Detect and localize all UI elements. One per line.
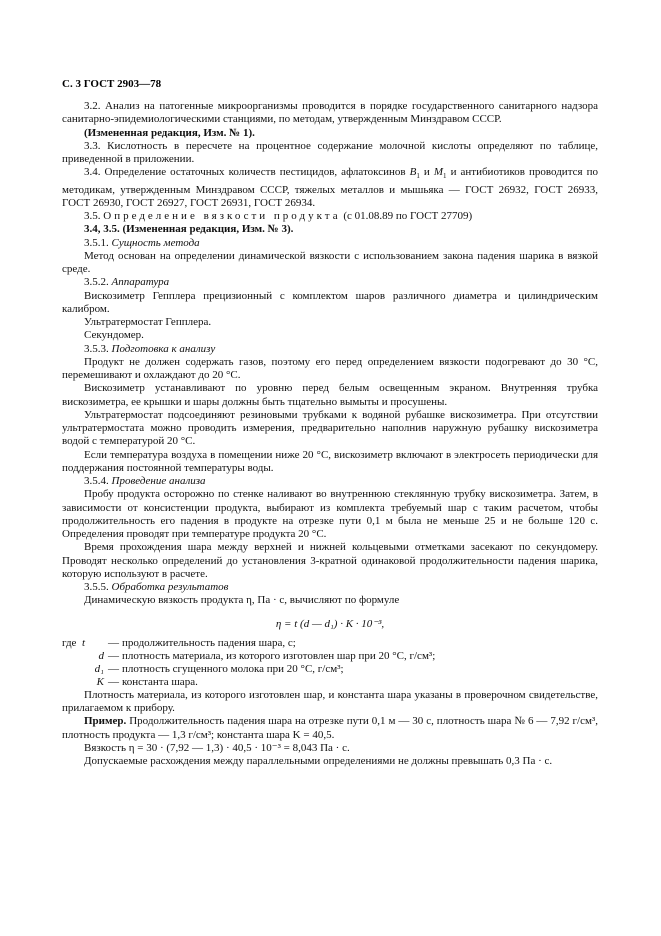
para-3-5-number: 3.5. [84, 210, 104, 223]
formula-definitions [62, 637, 598, 689]
section-title: Обработка результатов [111, 581, 229, 594]
para-ultrathermostat: Ультратермостат Гепплера. [84, 316, 212, 329]
para-3-5-note: (с 01.08.89 по ГОСТ 27709) [340, 210, 473, 223]
para-prep-2: Вискозиметр устанавливают по уровню перед белым освещенным экраном. Внутренняя трубка вискозиметра, ее крышки и шары должны быть тщательно вымыты и просушены. [62, 382, 598, 408]
example-text: Продолжительность падения шара на отрезке пути 0,1 м — 30 с, плотность шара № 6 — 7,92 г/см³, плотность продукта — 1,3 г/см³; константа шара K = 40,5. [62, 715, 598, 741]
definition-text: константа шара. [122, 675, 198, 688]
section-title: Проведение анализа [111, 475, 206, 488]
aflatoxin-b-subscript: 1 [416, 172, 420, 181]
section-3-5-1-heading [62, 237, 598, 250]
document-body [62, 100, 598, 768]
amendment-note-3: 3.4, 3.5. (Измененная редакция, Изм. № 3). [84, 223, 294, 236]
para-formula-intro: Динамическую вязкость продукта η, Па · с, вычисляют по формуле [84, 594, 400, 607]
para-3-3: 3.3. Кислотность в пересчете на процентное содержание молочной кислоты определяют по таблице, приведенной в приложении. [62, 139, 598, 165]
para-prep-4: Если температура воздуха в помещении ниже 20 °С, вискозиметр включают в электросеть периодически для поддержания постоянной температуры воды. [62, 448, 598, 474]
section-3-5-4-heading [62, 475, 598, 488]
para-3-2: 3.2. Анализ на патогенные микроорганизмы проводится в порядке государственного санитарного надзора санитарно-эпидемиологическими станциями, по методам, утвержденным Минздравом СССР. [62, 100, 598, 126]
para-3-4-part-a: 3.4. Определение остаточных количеств пестицидов, афлатоксинов [84, 166, 410, 179]
definition-text: продолжительность падения шара, с; [122, 636, 296, 649]
para-3-5 [62, 210, 598, 223]
section-title: Аппаратура [111, 276, 170, 289]
definition-text: плотность сгущенного молока при 20 °С, г/см³; [122, 662, 344, 675]
symbol-d1: d₁ [94, 662, 104, 675]
para-3-5-title: Определение вязкости продукта [103, 210, 341, 223]
definition-dash: — [108, 649, 119, 662]
definition-prefix: где [62, 636, 77, 649]
definition-dash: — [108, 636, 119, 649]
definition-symbol [62, 637, 108, 650]
para-3-4-part-b: и [419, 166, 434, 179]
para-stopwatch: Секундомер. [84, 329, 144, 342]
amendment-note-1: (Измененная редакция, Изм. № 1). [84, 126, 255, 139]
definition-text: плотность материала, из которого изготовлен шар при 20 °С, г/см³; [122, 649, 436, 662]
section-number: 3.5.1. [84, 236, 112, 249]
definition-row [62, 663, 598, 676]
aflatoxin-b-symbol: B [409, 166, 417, 179]
section-3-5-2-heading [62, 276, 598, 289]
para-method-principle: Метод основан на определении динамической вязкости с использованием закона падения шарика в вязкой среде. [62, 249, 598, 276]
para-tolerance: Допускаемые расхождения между параллельными определениями не должны превышать 0,3 Па · с. [84, 755, 553, 768]
section-3-5-3-heading [62, 343, 598, 356]
para-viscometer: Вискозиметр Гепплера прецизионный с комплектом шаров различного диаметра и цилиндрическим калибром. [62, 289, 598, 315]
para-certificate: Плотность материала, из которого изготовлен шар, и константа шара указаны в проверочном свидетельстве, прилагаемом к прибору. [62, 688, 598, 715]
para-3-4 [62, 166, 598, 210]
para-example [62, 715, 598, 742]
example-label: Пример. [84, 715, 127, 728]
section-number: 3.5.2. [84, 276, 112, 289]
viscosity-formula: η = t (d — d₁) · K · 10⁻³, [275, 617, 385, 630]
section-number: 3.5.3. [84, 342, 112, 355]
definition-row [62, 676, 598, 689]
para-analysis-2: Время прохождения шара между верхней и нижней кольцевыми отметками засекают по секундомеру. Проводят несколько определений до установления 3-кратной одинаковой продолжительности падения шарика, которую используют в расчете. [62, 541, 598, 580]
para-example-result: Вязкость η = 30 · (7,92 — 1,3) · 40,5 · 10⁻³ = 8,043 Па · с. [84, 741, 350, 754]
definition-row [62, 637, 598, 650]
symbol-k: K [96, 675, 104, 688]
para-prep-3: Ультратермостат подсоединяют резиновыми трубками к водяной рубашке вискозиметра. При отсутствии ультратермостата можно проводить измерения, предварительно наполнив наружную рубашку вискозиметра водой с температурой 20 °С. [62, 408, 598, 448]
section-3-5-5-heading [62, 581, 598, 594]
aflatoxin-m-subscript: 1 [443, 172, 447, 181]
para-analysis-1: Пробу продукта осторожно по стенке наливают во внутреннюю стеклянную трубку вискозиметра. Затем, в зависимости от консистенции продукта, выбирают из комплекта требуемый шар с таким расчетом, чтобы продолжительность его падения в продукте на отрезке пути 0,1 м была не меньше 25 и не больше 120 с. Определения проводят при температуре продукта 20 °С. [62, 488, 598, 541]
symbol-d: d [98, 649, 104, 662]
section-title: Подготовка к анализу [111, 342, 216, 355]
definition-row [62, 650, 598, 663]
definition-dash: — [108, 662, 119, 675]
aflatoxin-m-symbol: M [433, 166, 444, 179]
symbol-t: t [81, 636, 86, 649]
para-prep-1: Продукт не должен содержать газов, поэтому его перед определением вязкости подогревают до 30 °С, перемешивают и охлаждают до 20 °С. [62, 355, 598, 382]
definition-dash: — [108, 675, 119, 688]
section-title: Сущность метода [111, 236, 200, 249]
section-number: 3.5.5. [84, 581, 112, 594]
section-number: 3.5.4. [84, 475, 112, 488]
page-header: С. 3 ГОСТ 2903—78 [62, 78, 162, 90]
para-3-4-part-c: и антибиотиков проводится по методикам, утвержденным Минздравом СССР, тяжелых металлов и мышьяка — ГОСТ 26932, ГОСТ 26933, ГОСТ 26930, ГОСТ 26927, ГОСТ 26931, ГОСТ 26934. [62, 166, 599, 209]
